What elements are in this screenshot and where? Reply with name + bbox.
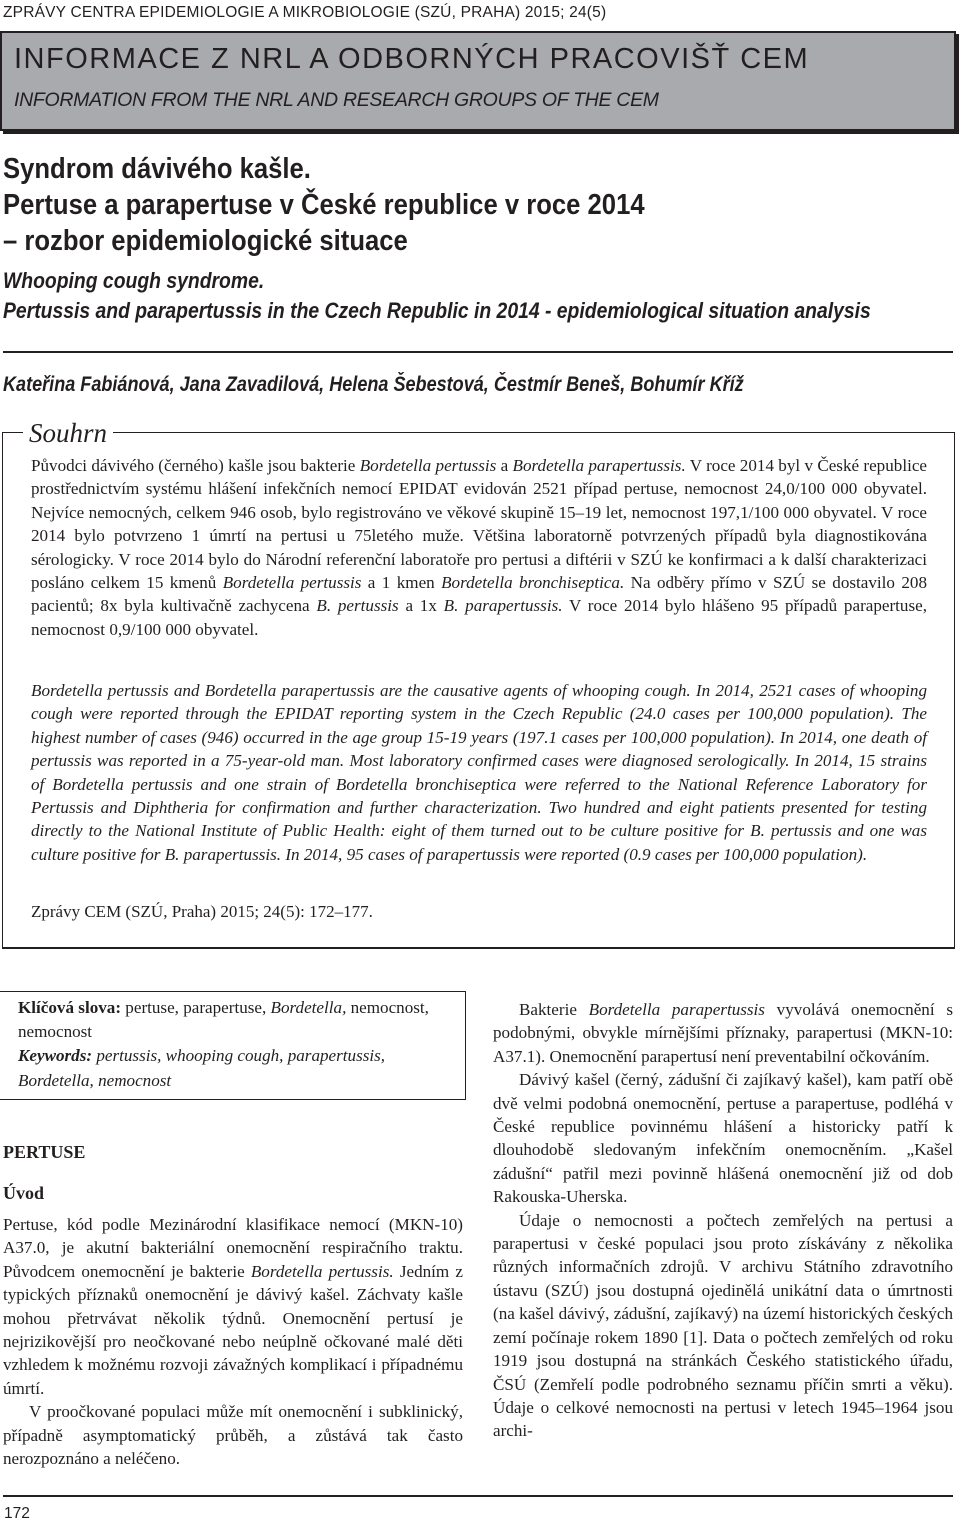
right-paragraph-2: Dávivý kašel (černý, zádušní či zajíkavý kašel), kam patří obě dvě velmi podobná onemocnění, pertuse a parapertuse, podléhá v České republice povinnému hlášení a historicky patří k dlouhodobě sledovaným infekčním onemocněním. „Kašel zádušní“ patřil mezi povinně hlášená onemocnění již od dob Rakouska-Uherska. <box>493 1070 953 1207</box>
page-number: 172 <box>4 1505 30 1522</box>
subsection-heading-uvod: Úvod <box>3 1183 45 1203</box>
left-column-body <box>3 1213 463 1470</box>
authors: Kateřina Fabiánová, Jana Zavadilová, Helena Šebestová, Čestmír Beneš, Bohumír Kříž <box>3 373 744 396</box>
article-title-line-2: Pertuse a parapertuse v České republice v roce 2014 <box>3 189 645 221</box>
left-paragraph-2: V proočkované populaci může mít onemocnění i subklinický, případně asymptomatický průběh, a zůstává tak často nerozpoznáno a neléčeno. <box>3 1402 463 1469</box>
journal-header: ZPRÁVY CENTRA EPIDEMIOLOGIE A MIKROBIOLOGIE (SZÚ, PRAHA) 2015; 24(5) <box>3 4 607 21</box>
right-column-body <box>493 998 953 1443</box>
keywords <box>18 996 458 1093</box>
section-heading-pertuse: PERTUSE <box>3 1142 86 1162</box>
keywords-en: Keywords: pertussis, whooping cough, parapertussis, Bordetella, nemocnost <box>18 1046 386 1090</box>
english-title-line-1: Whooping cough syndrome. <box>3 268 265 293</box>
left-paragraph-1: Pertuse, kód podle Mezinárodní klasifikace nemocí (MKN-10) A37.0, je akutní bakteriální onemocnění respiračního traktu. Původcem onemocnění je bakterie Bordetella pertussis. Jedním z typických příznaků onemocnění je dávivý kašel. Záchvaty kašle mohou přetrvávat několik týdnů. Onemocnění pertusí je nejrizikovější pro neočkované nebo neúplně očkované malé děti vzhledem k možnému rozvoji závažných komplikací i případnému úmrtí. <box>3 1215 463 1398</box>
article-title-line-1: Syndrom dávivého kašle. <box>3 153 311 185</box>
article-title-line-3: – rozbor epidemiologické situace <box>3 225 408 257</box>
citation: Zprávy CEM (SZÚ, Praha) 2015; 24(5): 172–177. <box>31 902 373 921</box>
footer-divider <box>3 1495 953 1497</box>
keywords-cz: Klíčová slova: pertuse, parapertuse, Bordetella, nemocnost, nemocnost <box>18 998 429 1042</box>
banner-title-cz: INFORMACE Z NRL A ODBORNÝCH PRACOVIŠŤ CEM <box>14 43 810 75</box>
right-paragraph-3: Údaje o nemocnosti a počtech zemřelých na pertusi a parapertusi v české populaci jsou proto získávány z několika různých informačních zdrojů. V archivu Státního zdravotního ústavu (SZÚ) jsou dostupná ojedinělá unikátní data o úmrtnosti (na kašel dávivý, zádušní, zajíkavý) na území historických českých zemí počínaje rokem 1890 [1]. Data o počtech zemřelých od roku 1919 jsou dostupná na stránkách Českého statistického úřadu, ČSÚ (Zemřelí podle podrobného seznamu příčin smrti a věku). Údaje o celkové nemocnosti na pertusi v letech 1945–1964 jsou archi- <box>493 1210 953 1441</box>
section-banner <box>0 31 956 131</box>
banner-title-en: INFORMATION FROM THE NRL AND RESEARCH GROUPS OF THE CEM <box>14 89 659 111</box>
abstract-czech: Původci dávivého (černého) kašle jsou bakterie Bordetella pertussis a Bordetella parapertussis. V roce 2014 byl v České republice prostřednictvím systému hlášení infekčních nemocí EPIDAT evidován 2521 případ pertuse, nemocnost 24,0/100 000 obyvatel. Nejvíce nemocných, celkem 946 osob, bylo registrováno ve věkové skupině 15–19 let, nemocnost 197,1/100 000 obyvatel. V roce 2014 bylo potvrzeno 1 úmrtí na pertusi u 75letého muže. Většina laboratorně potvrzených případů byla diagnostikována sérologicky. V roce 2014 bylo do Národní referenční laboratoře pro pertusi a diftérii v SZÚ ke konfirmaci a k další charakterizaci posláno celkem 15 kmenů Bordetella pertussis a 1 kmen Bordetella bronchiseptica. Na odběry přímo v SZÚ se dostavilo 208 pacientů; 8x byla kultivačně zachycena B. pertussis a 1x B. parapertussis. V roce 2014 bylo hlášeno 95 případů parapertuse, nemocnost 0,9/100 000 obyvatel. <box>31 456 927 639</box>
abstract-heading: Souhrn <box>23 418 113 449</box>
right-paragraph-1: Bakterie Bordetella parapertussis vyvolává onemocnění s podobnými, obvykle mírnějšími příznaky, parapertusi (MKN-10: A37.1). Onemocnění parapertusí není preventabilní očkováním. <box>493 1000 953 1066</box>
english-title-line-2: Pertussis and parapertussis in the Czech Republic in 2014 - epidemiological situation analysis <box>3 298 871 323</box>
title-divider <box>3 351 953 353</box>
abstract-english: Bordetella pertussis and Bordetella parapertussis are the causative agents of whooping cough. In 2014, 2521 cases of whooping cough were reported through the EPIDAT reporting system in the Czech Republic (24.0 cases per 100,000 population). The highest number of cases (946) occurred in the age group 15-19 years (197.1 cases per 100,000 population). In 2014, one death of pertussis was reported in a 75-year-old man. Most laboratory confirmed cases were diagnosed serologically. In 2014, 15 strains of Bordetella pertussis and one strain of Bordetella bronchiseptica were referred to the National Reference Laboratory for Pertussis and Diphtheria for confirmation and further characterization. Two hundred and eight patients presented for testing directly to the National Institute of Public Health: eight of them turned out to be culture positive for B. pertussis and one was culture positive for B. parapertussis. In 2014, 95 cases of parapertussis were reported (0.9 cases per 100,000 population). <box>31 681 927 864</box>
